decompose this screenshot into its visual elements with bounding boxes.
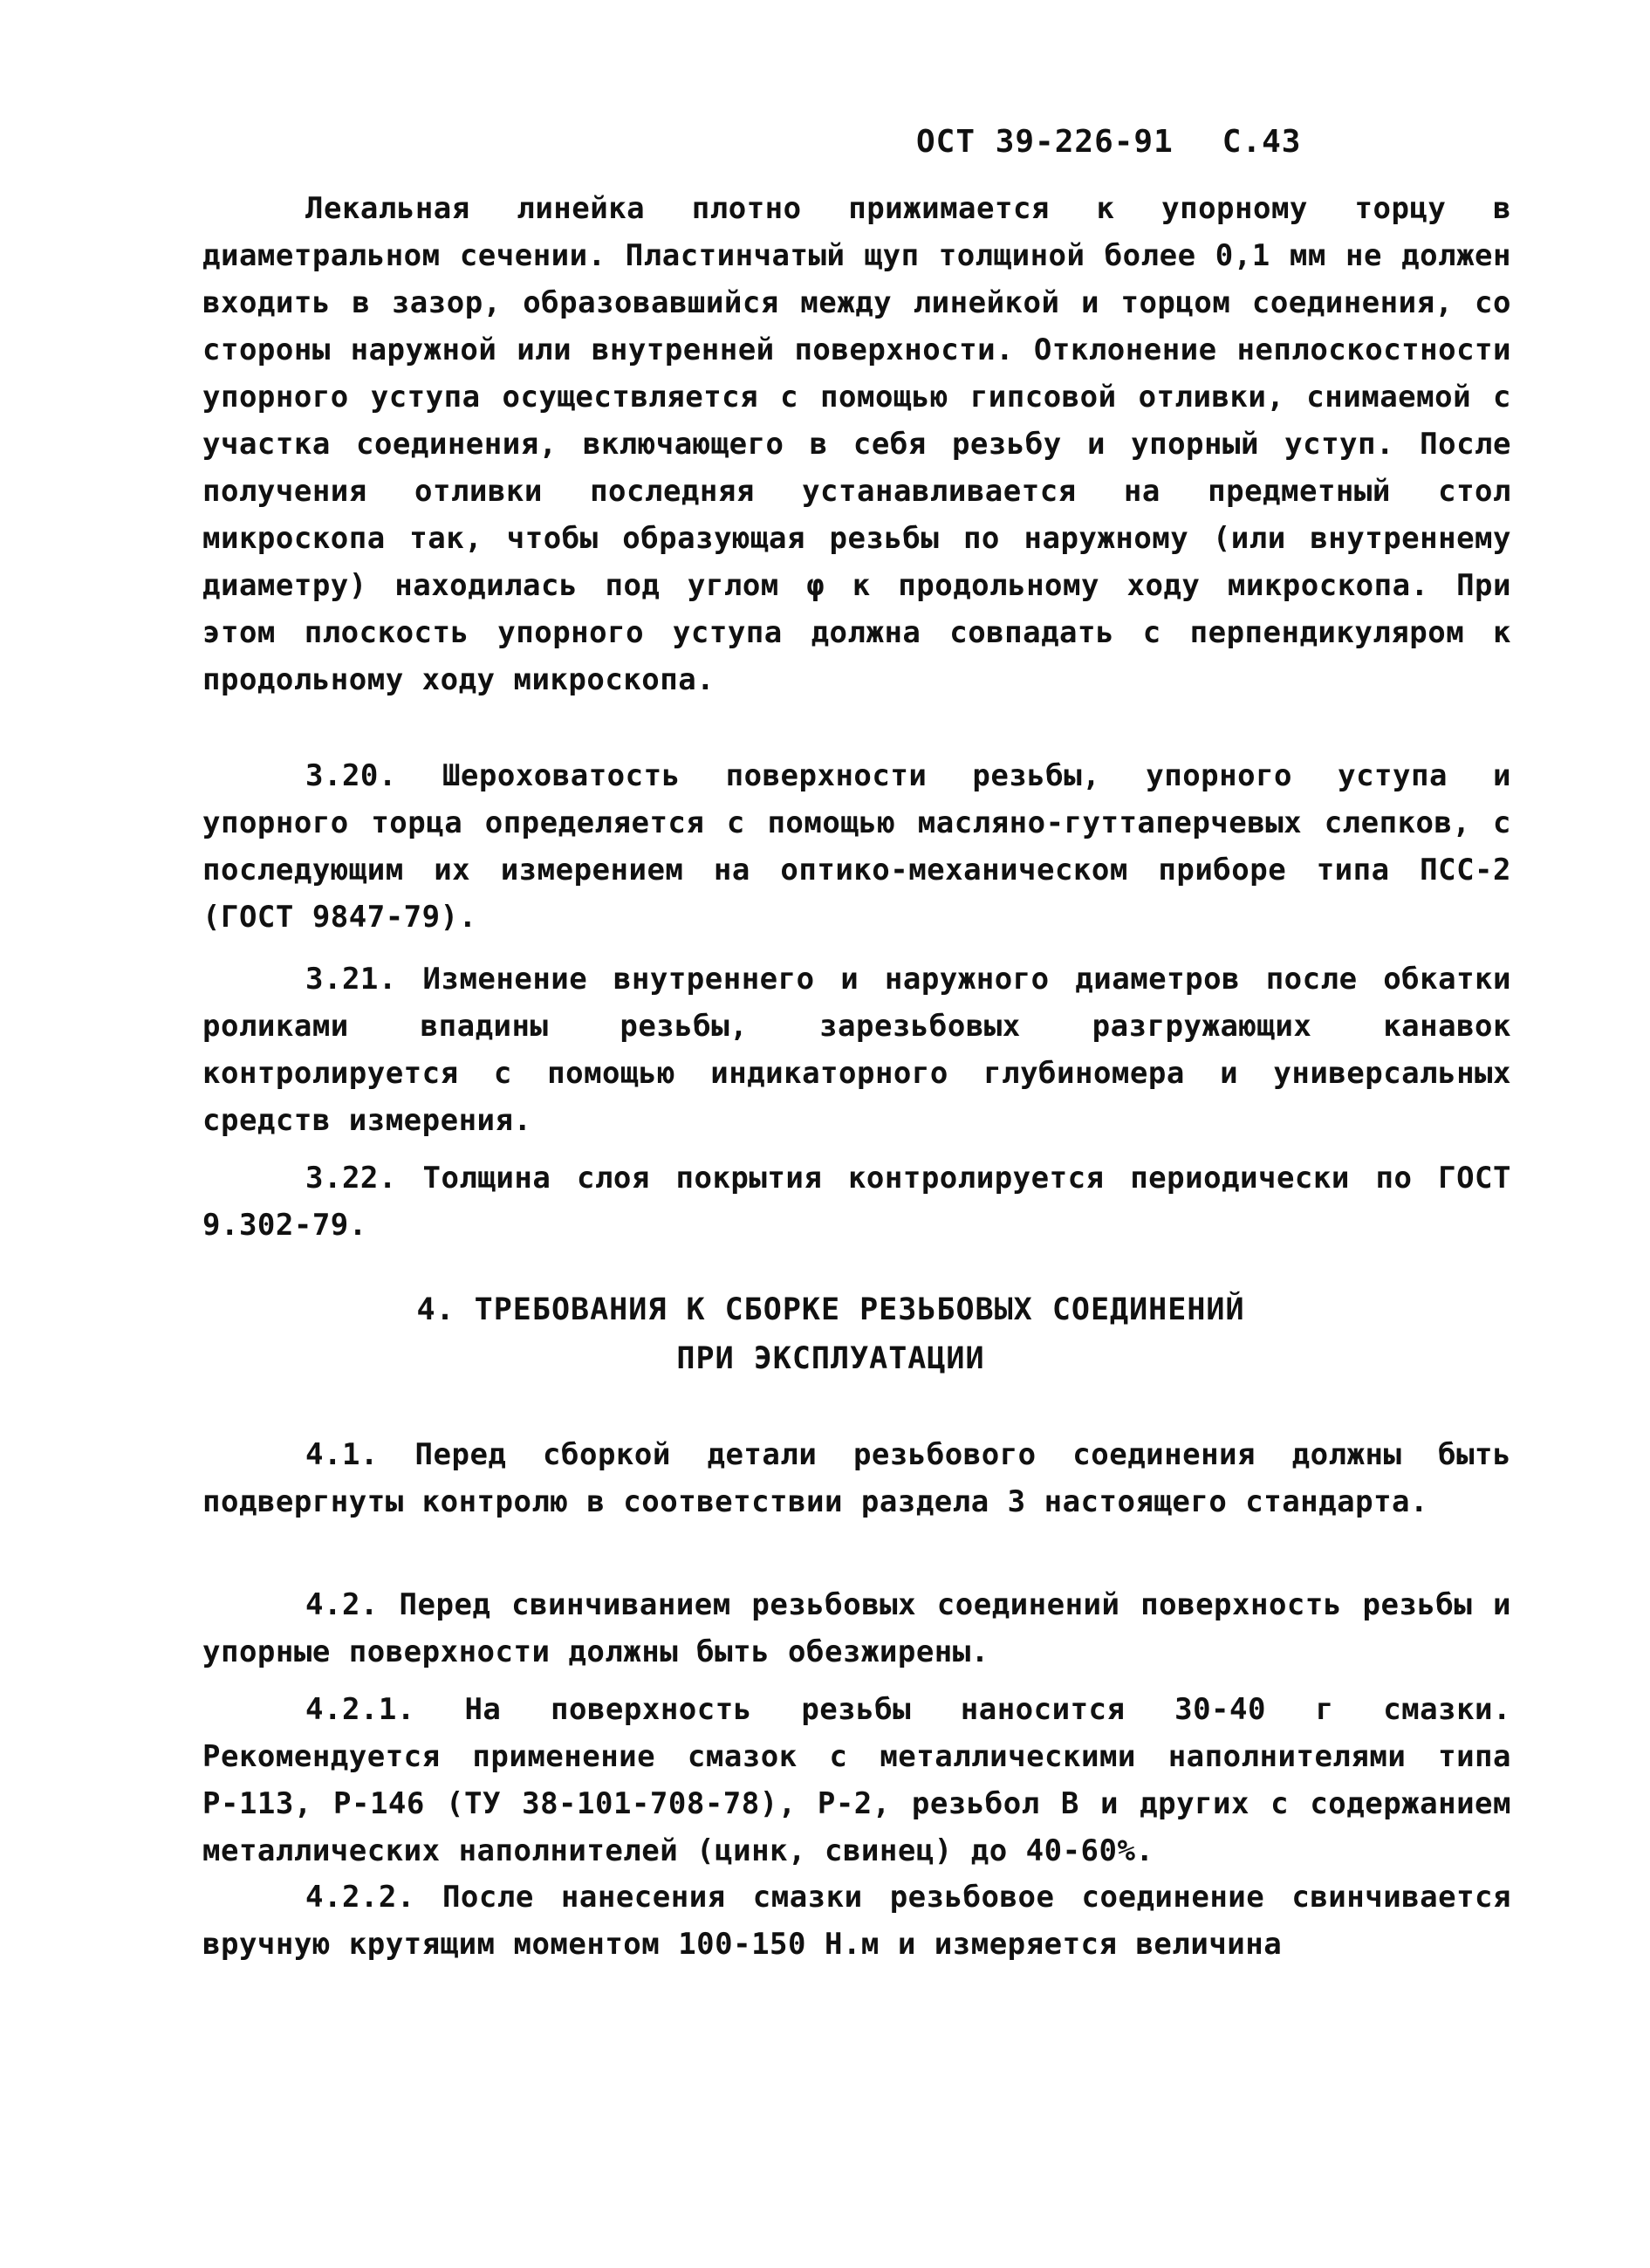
section-heading-line-2: ПРИ ЭКСПЛУАТАЦИИ [676,1341,985,1376]
page-header [916,124,1301,160]
paragraph-3-20: 3.20. Шероховатость поверхности резьбы, упорного уступа и упорного торца определяется с помощью масляно-гуттаперчевых слепков, с последующим их измерением на оптико-механическом приборе типа ПСС-2 (ГОСТ 9847-79). [202,758,1511,935]
clause-4-2-1-block [202,1686,1511,1874]
paragraph-3-22: 3.22. Толщина слоя покрытия контролируется периодически по ГОСТ 9.302-79. [202,1161,1511,1243]
paragraph-4-1: 4.1. Перед сборкой детали резьбового соединения должны быть подвергнуты контролю в соответствии раздела 3 настоящего стандарта. [202,1437,1511,1519]
section-heading-line-1: 4. ТРЕБОВАНИЯ К СБОРКЕ РЕЗЬБОВЫХ СОЕДИНЕНИЙ [416,1292,1245,1327]
clause-3-20-block [202,752,1511,941]
paragraph-4-2-2: 4.2.2. После нанесения смазки резьбовое соединение свинчивается вручную крутящим моментом 100-150 Н.м и измеряется величина [202,1880,1511,1962]
document-code: ОСТ 39-226-91 [916,124,1174,160]
paragraph-intro: Лекальная линейка плотно прижимается к упорному торцу в диаметральном сечении. Пластинчатый щуп толщиной более 0,1 мм не должен входить в зазор, образовавшийся между линейкой и торцом соединения, со стороны наружной или внутренней поверхности. Отклонение неплоскостности упорного уступа осуществляется с помощью гипсовой отливки, снимаемой с участка соединения, включающего в себя резьбу и упорный уступ. После получения отливки последняя устанавливается на предметный стол микроскопа так, чтобы образующая резьбы по наружному (или внутреннему диаметру) находилась под углом φ к продольному ходу микроскопа. При этом плоскость упорного уступа должна совпадать с перпендикуляром к продольному ходу микроскопа. [202,191,1511,697]
paragraph-4-2: 4.2. Перед свинчиванием резьбовых соединений поверхность резьбы и упорные поверхности должны быть обезжирены. [202,1587,1511,1669]
clause-3-22-block [202,1155,1511,1249]
paragraph-3-21: 3.21. Изменение внутреннего и наружного диаметров после обкатки роликами впадины резьбы, зарезьбовых разгружающих канавок контролируется с помощью индикаторного глубиномера и универсальных средств измерения. [202,962,1511,1138]
clause-4-2-block [202,1581,1511,1675]
page-number: С.43 [1222,124,1302,160]
clause-3-21-block [202,956,1511,1144]
paragraph-4-2-1: 4.2.1. На поверхность резьбы наносится 30-40 г смазки. Рекомендуется применение смазок с металлическими наполнителями типа Р-113, Р-146 (ТУ 38-101-708-78), Р-2, резьбол В и других с содержанием металлических наполнителей (цинк, свинец) до 40-60%. [202,1692,1511,1868]
intro-paragraph-block [202,185,1511,703]
clause-4-1-block [202,1431,1511,1525]
clause-4-2-2-block [202,1874,1511,1968]
